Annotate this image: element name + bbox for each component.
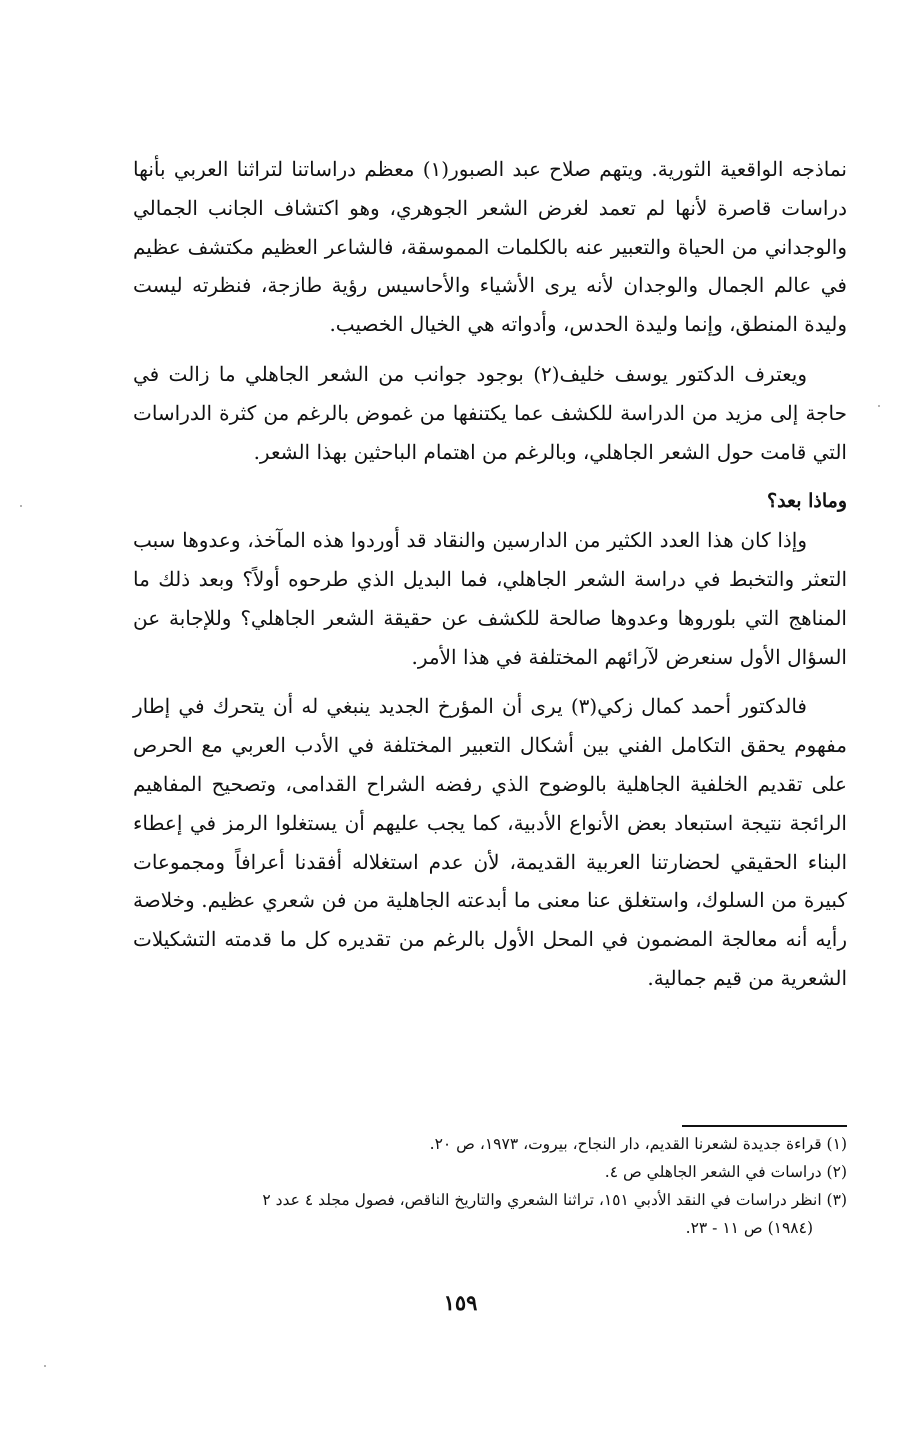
- scan-speck: [44, 1365, 46, 1367]
- page-number: ١٥٩: [443, 1290, 478, 1315]
- paragraph-yusuf-khalif: ويعترف الدكتور يوسف خليف(٢) بوجود جوانب من الشعر الجاهلي ما زالت في حاجة إلى مزيد من الدراسة للكشف عما يكتنفها من غموض بالرغم من كثرة الدراسات التي قامت حول الشعر الجاهلي، وبالرغم من اهتمام الباحثين بهذا الشعر.: [133, 361, 847, 464]
- paragraph-ahmad-kamal-zaki: فالدكتور أحمد كمال زكي(٣) يرى أن المؤرخ الجديد ينبغي له أن يتحرك في إطار مفهوم يحقق التكامل الفني بين أشكال التعبير المختلفة في الأدب العربي مع الحرص على تقديم الخلفية الجاهلية بالوضوح الذي رفضه الشراح القدامى، وتصحيح المفاهيم الرائجة نتيجة استبعاد بعض الأنواع الأدبية، كما يجب عليهم أن يستغلوا الرمز في إعطاء البناء الحقيقي لحضارتنا العربية القديمة، لأن عدم استغلاله أفقدنا أعرافاً ومجموعات كبيرة من السلوك، واستغلق عنا معنى ما أبدعته الجاهلية من فن شعري عظيم. وخلاصة رأيه أنه معالجة المضمون في المحل الأول بالرغم من تقديره كل ما قدمته التشكيلات الشعرية من قيم جمالية.: [133, 694, 847, 990]
- footnote-3: [133, 1186, 847, 1242]
- footnotes: [133, 1130, 847, 1242]
- footnote-divider: [682, 1125, 847, 1127]
- footnote-2: (٢) دراسات في الشعر الجاهلي ص ٤.: [604, 1163, 847, 1181]
- footnote-3-line-1: (٣) انظر دراسات في النقد الأدبي ١٥١، تراثنا الشعري والتاريخ الناقص، فصول مجلد ٤ عدد ٢: [262, 1191, 847, 1209]
- scan-speck: [878, 405, 880, 407]
- footnote-1: (١) قراءة جديدة لشعرنا القديم، دار النجاح، بيروت، ١٩٧٣، ص ٢٠.: [429, 1135, 847, 1153]
- paragraph-alternative-question: وإذا كان هذا العدد الكثير من الدارسين والنقاد قد أوردوا هذه المآخذ، وعدوها سبب التعثر والتخبط في دراسة الشعر الجاهلي، فما البديل الذي طرحوه أولاً؟ وبعد ذلك ما المناهج التي بلوروها وعدوها صالحة للكشف عن حقيقة الشعر الجاهلي؟ وللإجابة عن السؤال الأول سنعرض لآرائهم المختلفة في هذا الأمر.: [133, 528, 847, 669]
- paragraph-salah-abdelsabour: نماذجه الواقعية الثورية. ويتهم صلاح عبد الصبور(١) معظم دراساتنا لتراثنا العربي بأنها دراسات قاصرة لأنها لم تعمد لغرض الشعر الجوهري، وهو اكتشاف الجانب الجمالي والوجداني من الحياة والتعبير عنه بالكلمات المموسقة، فالشاعر العظيم مكتشف عظيم في عالم الجمال والوجدان لأنه يرى الأشياء والأحاسيس رؤية طازجة، فنظرته ليست وليدة المنطق، وإنما وليدة الحدس، وأدواته هي الخيال الخصيب.: [133, 157, 847, 337]
- footnote-3-line-2: (١٩٨٤) ص ١١ - ٢٣.: [685, 1219, 813, 1237]
- section-heading: وماذا بعد؟: [766, 490, 847, 513]
- main-text: [133, 150, 847, 1009]
- scan-speck: [20, 505, 22, 507]
